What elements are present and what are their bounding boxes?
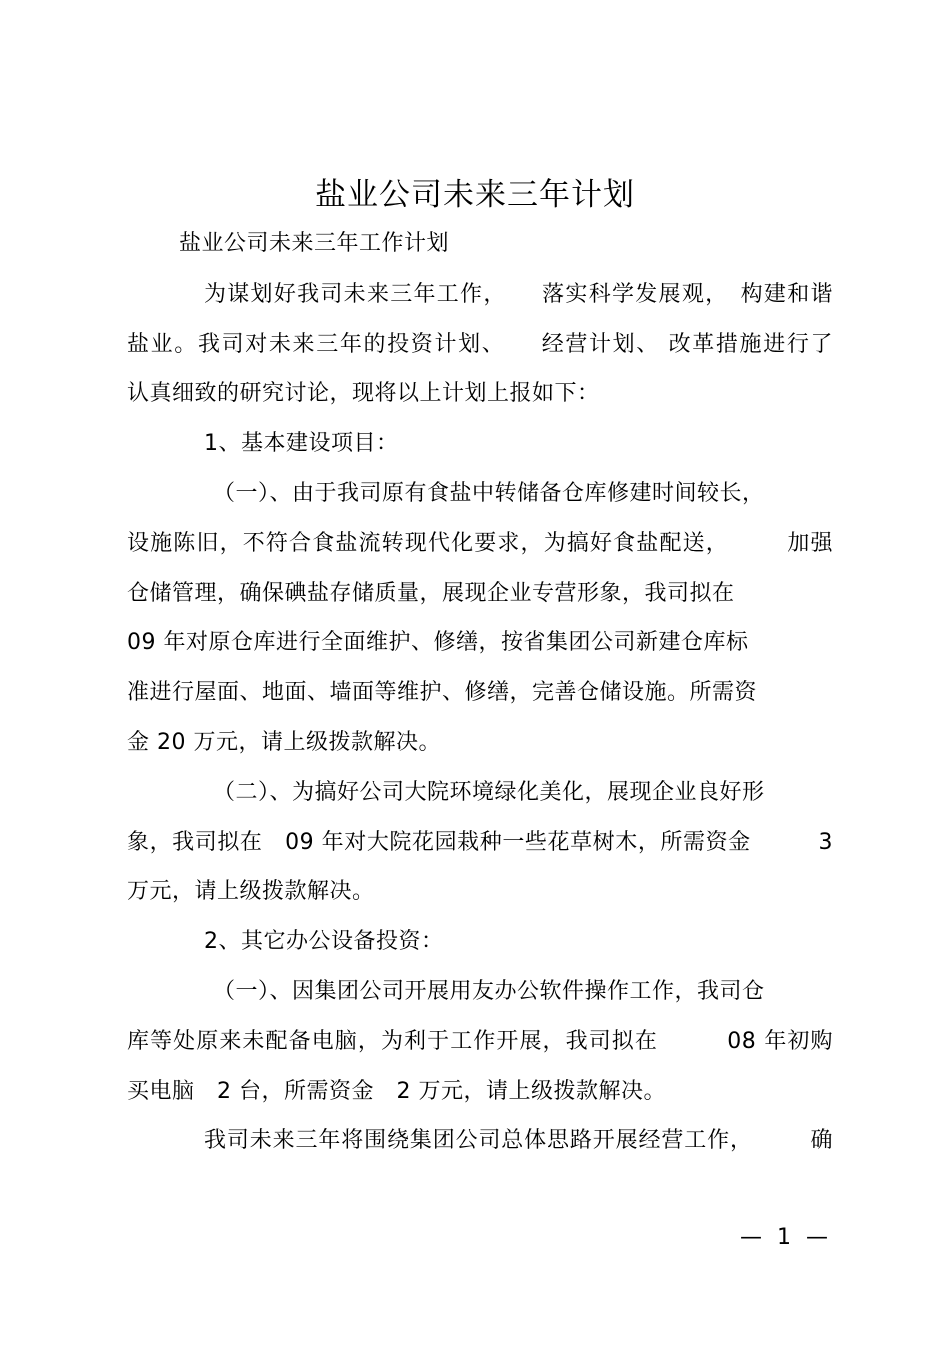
paragraph-line: 金 20 万元，请上级拨款解决。 (127, 730, 441, 755)
document-subtitle: 盐业公司未来三年工作计划 (179, 231, 450, 256)
paragraph-line: 万元，请上级拨款解决。 (127, 879, 375, 904)
document-title: 盐业公司未来三年计划 (315, 177, 635, 213)
paragraph-line: 设施陈旧，不符合食盐流转现代化要求，为搞好食盐配送， 加强 (127, 531, 833, 556)
paragraph-line: 为谋划好我司未来三年工作， 落实科学发展观， 构建和谐 (204, 282, 833, 307)
paragraph-line: 买电脑 2 台，所需资金 2 万元，请上级拨款解决。 (127, 1079, 666, 1104)
paragraph-line: 09 年对原仓库进行全面维护、修缮，按省集团公司新建仓库标 (127, 630, 749, 655)
section-heading: 2、其它办公设备投资： (204, 929, 444, 954)
paragraph-line: （一）、由于我司原有食盐中转储备仓库修建时间较长， (213, 481, 765, 506)
paragraph-line: （一）、因集团公司开展用友办公软件操作工作，我司仓 (213, 979, 765, 1004)
paragraph-line: 准进行屋面、地面、墙面等维护、修缮，完善仓储设施。所需资 (127, 680, 758, 705)
paragraph-line: 象，我司拟在 09 年对大院花园栽种一些花草树木，所需资金 3 (127, 830, 833, 855)
page-number: — 1 — (740, 1225, 832, 1250)
paragraph-line: 库等处原来未配备电脑，为利于工作开展，我司拟在 08 年初购 (127, 1029, 833, 1054)
paragraph-line: 仓储管理，确保碘盐存储质量，展现企业专营形象，我司拟在 (127, 581, 735, 606)
paragraph-line: 盐业。我司对未来三年的投资计划、 经营计划、 改革措施进行了 (127, 332, 833, 357)
paragraph-line: （二）、为搞好公司大院环境绿化美化，展现企业良好形 (213, 780, 765, 805)
section-heading: 1、基本建设项目： (204, 431, 399, 456)
paragraph-line: 认真细致的研究讨论，现将以上计划上报如下： (127, 381, 600, 406)
paragraph-line: 我司未来三年将围绕集团公司总体思路开展经营工作， 确 (204, 1128, 833, 1153)
